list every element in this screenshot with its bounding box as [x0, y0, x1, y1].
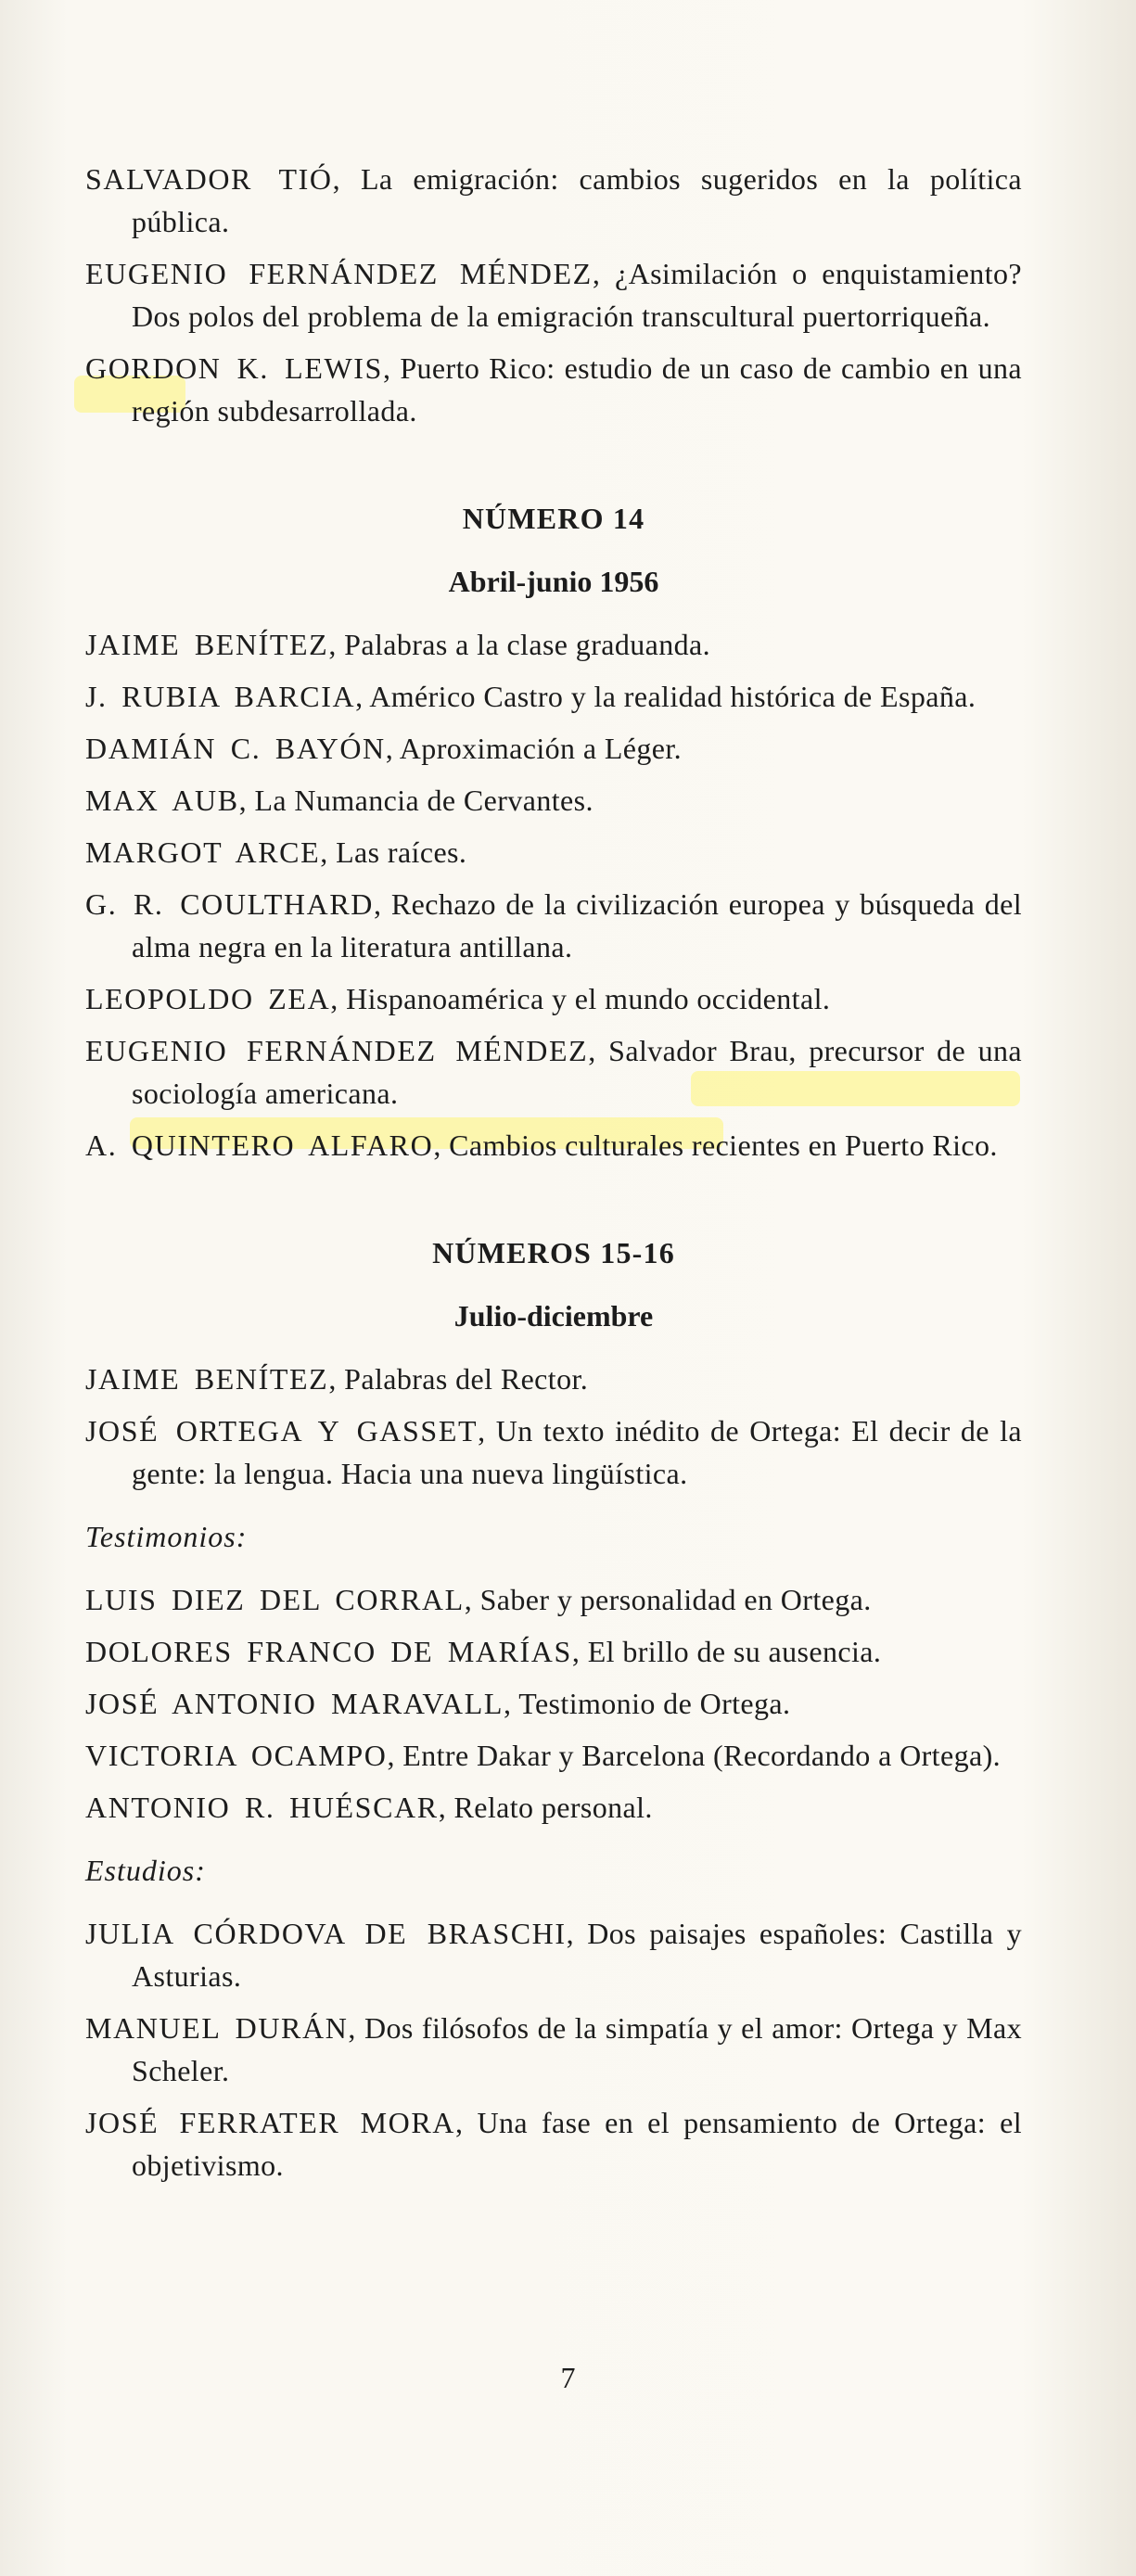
toc-entry: SALVADOR TIÓ, La emigración: cambios sugeridos en la política pública. — [85, 162, 1022, 238]
entry-title: Salvador Brau, precursor de una sociología americana. — [132, 1034, 1022, 1110]
entry-author: JOSÉ FERRATER MORA — [85, 2106, 456, 2139]
entry-title: Entre Dakar y Barcelona (Recordando a Ortega). — [402, 1739, 1002, 1772]
entry-title: Puerto Rico: estudio de un caso de cambio en una región subdesarrollada. — [132, 351, 1022, 427]
toc-entry: J. RUBIA BARCIA, Américo Castro y la realidad histórica de España. — [85, 680, 976, 713]
entry-list-issue-14 — [85, 623, 1022, 1167]
entry-title: Hispanoamérica y el mundo occidental. — [346, 982, 831, 1015]
entry-title: ¿Asimilación o enquistamiento? Dos polos del problema de la emigración transcultural puertorriqueña. — [132, 257, 1022, 333]
entry-author: JAIME BENÍTEZ — [85, 1362, 329, 1396]
table-of-contents — [85, 158, 1022, 2196]
toc-entry: A. QUINTERO ALFARO, Cambios culturales recientes en Puerto Rico. — [85, 1129, 998, 1162]
entry-title: Testimonio de Ortega. — [518, 1687, 791, 1720]
entry-title: Rechazo de la civilización europea y búsqueda del alma negra en la literatura antillana. — [132, 887, 1023, 963]
entry-title: Las raíces. — [336, 835, 467, 869]
toc-entry: JOSÉ ANTONIO MARAVALL, Testimonio de Ortega. — [85, 1687, 791, 1720]
entry-author: DOLORES FRANCO DE MARÍAS — [85, 1635, 572, 1668]
entry-title: Una fase en el pensamiento de Ortega: el objetivismo. — [132, 2106, 1022, 2182]
toc-entry: G. R. COULTHARD, Rechazo de la civilización europea y búsqueda del alma negra en la literatura antillana. — [85, 887, 1023, 963]
entry-author: DAMIÁN C. BAYÓN — [85, 732, 386, 765]
entry-author: EUGENIO FERNÁNDEZ MÉNDEZ — [85, 257, 593, 290]
toc-entry: JAIME BENÍTEZ, Palabras del Rector. — [85, 1362, 589, 1396]
entry-title: El brillo de su ausencia. — [587, 1635, 882, 1668]
entry-title: La emigración: cambios sugeridos en la política pública. — [132, 162, 1022, 238]
issue-number-heading: NÚMEROS 15-16 — [432, 1236, 675, 1269]
toc-entry: MARGOT ARCE, Las raíces. — [85, 835, 467, 869]
toc-entry: JULIA CÓRDOVA DE BRASCHI, Dos paisajes españoles: Castilla y Asturias. — [85, 1917, 1022, 1993]
entry-author: J. RUBIA BARCIA — [85, 680, 356, 713]
toc-entry: MANUEL DURÁN, Dos filósofos de la simpatía y el amor: Ortega y Max Scheler. — [85, 2011, 1022, 2087]
entry-author: EUGENIO FERNÁNDEZ MÉNDEZ — [85, 1034, 589, 1067]
entry-title: Un texto inédito de Ortega: El decir de la gente: la lengua. Hacia una nueva lingüística. — [132, 1414, 1022, 1490]
entry-author: MANUEL DURÁN — [85, 2011, 349, 2045]
entry-list-issue-15-16 — [85, 1358, 1022, 2187]
estudios-subheading: Estudios: — [85, 1854, 206, 1887]
entry-title: Palabras a la clase graduanda. — [344, 628, 711, 661]
entry-title: Aproximación a Léger. — [399, 732, 683, 765]
toc-entry: VICTORIA OCAMPO, Entre Dakar y Barcelona (Recordando a Ortega). — [85, 1739, 1002, 1772]
entry-author: JOSÉ ORTEGA Y GASSET — [85, 1414, 479, 1447]
issue-date-heading: Abril-junio 1956 — [448, 565, 659, 598]
entry-author: MARGOT ARCE — [85, 835, 321, 869]
entry-title: Dos filósofos de la simpatía y el amor: Ortega y Max Scheler. — [132, 2011, 1022, 2087]
entry-author: LUIS DIEZ DEL CORRAL — [85, 1583, 465, 1616]
entry-title: Dos paisajes españoles: Castilla y Asturias. — [132, 1917, 1022, 1993]
toc-entry: ANTONIO R. HUÉSCAR, Relato personal. — [85, 1791, 653, 1824]
toc-entry: EUGENIO FERNÁNDEZ MÉNDEZ, Salvador Brau, precursor de una sociología americana. — [85, 1034, 1022, 1110]
toc-entry: EUGENIO FERNÁNDEZ MÉNDEZ, ¿Asimilación o enquistamiento? Dos polos del problema de la emigración transcultural puertorriqueña. — [85, 257, 1022, 333]
toc-entry: JOSÉ FERRATER MORA, Una fase en el pensamiento de Ortega: el objetivismo. — [85, 2106, 1022, 2182]
entry-author: SALVADOR TIÓ — [85, 162, 333, 196]
entry-title: Américo Castro y la realidad histórica de España. — [369, 680, 976, 713]
entry-author: GORDON K. LEWIS — [85, 351, 383, 385]
entry-author: JULIA CÓRDOVA DE BRASCHI — [85, 1917, 567, 1950]
entry-author: LEOPOLDO ZEA — [85, 982, 331, 1015]
entry-title: Palabras del Rector. — [344, 1362, 589, 1396]
issue-date-heading: Julio-diciembre — [453, 1299, 654, 1333]
entry-author: G. R. COULTHARD — [85, 887, 375, 921]
entry-author: MAX AUB — [85, 784, 239, 817]
toc-entry: LUIS DIEZ DEL CORRAL, Saber y personalidad en Ortega. — [85, 1583, 872, 1616]
entry-list-top — [85, 158, 1022, 432]
toc-entry: GORDON K. LEWIS, Puerto Rico: estudio de un caso de cambio en una región subdesarrollada. — [85, 351, 1022, 427]
toc-entry: JOSÉ ORTEGA Y GASSET, Un texto inédito de Ortega: El decir de la gente: la lengua. Hacia una nueva lingüística. — [85, 1414, 1022, 1490]
toc-entry: DOLORES FRANCO DE MARÍAS, El brillo de su ausencia. — [85, 1635, 882, 1668]
entry-title: La Numancia de Cervantes. — [254, 784, 594, 817]
toc-entry: DAMIÁN C. BAYÓN, Aproximación a Léger. — [85, 732, 683, 765]
toc-entry: LEOPOLDO ZEA, Hispanoamérica y el mundo occidental. — [85, 982, 831, 1015]
entry-author: A. QUINTERO ALFARO — [85, 1129, 434, 1162]
entry-author: VICTORIA OCAMPO — [85, 1739, 388, 1772]
entry-title: Saber y personalidad en Ortega. — [479, 1583, 872, 1616]
entry-title: Cambios culturales recientes en Puerto Rico. — [449, 1129, 998, 1162]
entry-title: Relato personal. — [453, 1791, 653, 1824]
issue-number-heading: NÚMERO 14 — [462, 502, 645, 535]
page-number: 7 — [560, 2361, 576, 2394]
toc-entry: MAX AUB, La Numancia de Cervantes. — [85, 784, 594, 817]
entry-author: JOSÉ ANTONIO MARAVALL — [85, 1687, 504, 1720]
entry-author: ANTONIO R. HUÉSCAR — [85, 1791, 439, 1824]
testimonios-subheading: Testimonios: — [85, 1520, 248, 1553]
entry-author: JAIME BENÍTEZ — [85, 628, 329, 661]
toc-entry: JAIME BENÍTEZ, Palabras a la clase graduanda. — [85, 628, 711, 661]
